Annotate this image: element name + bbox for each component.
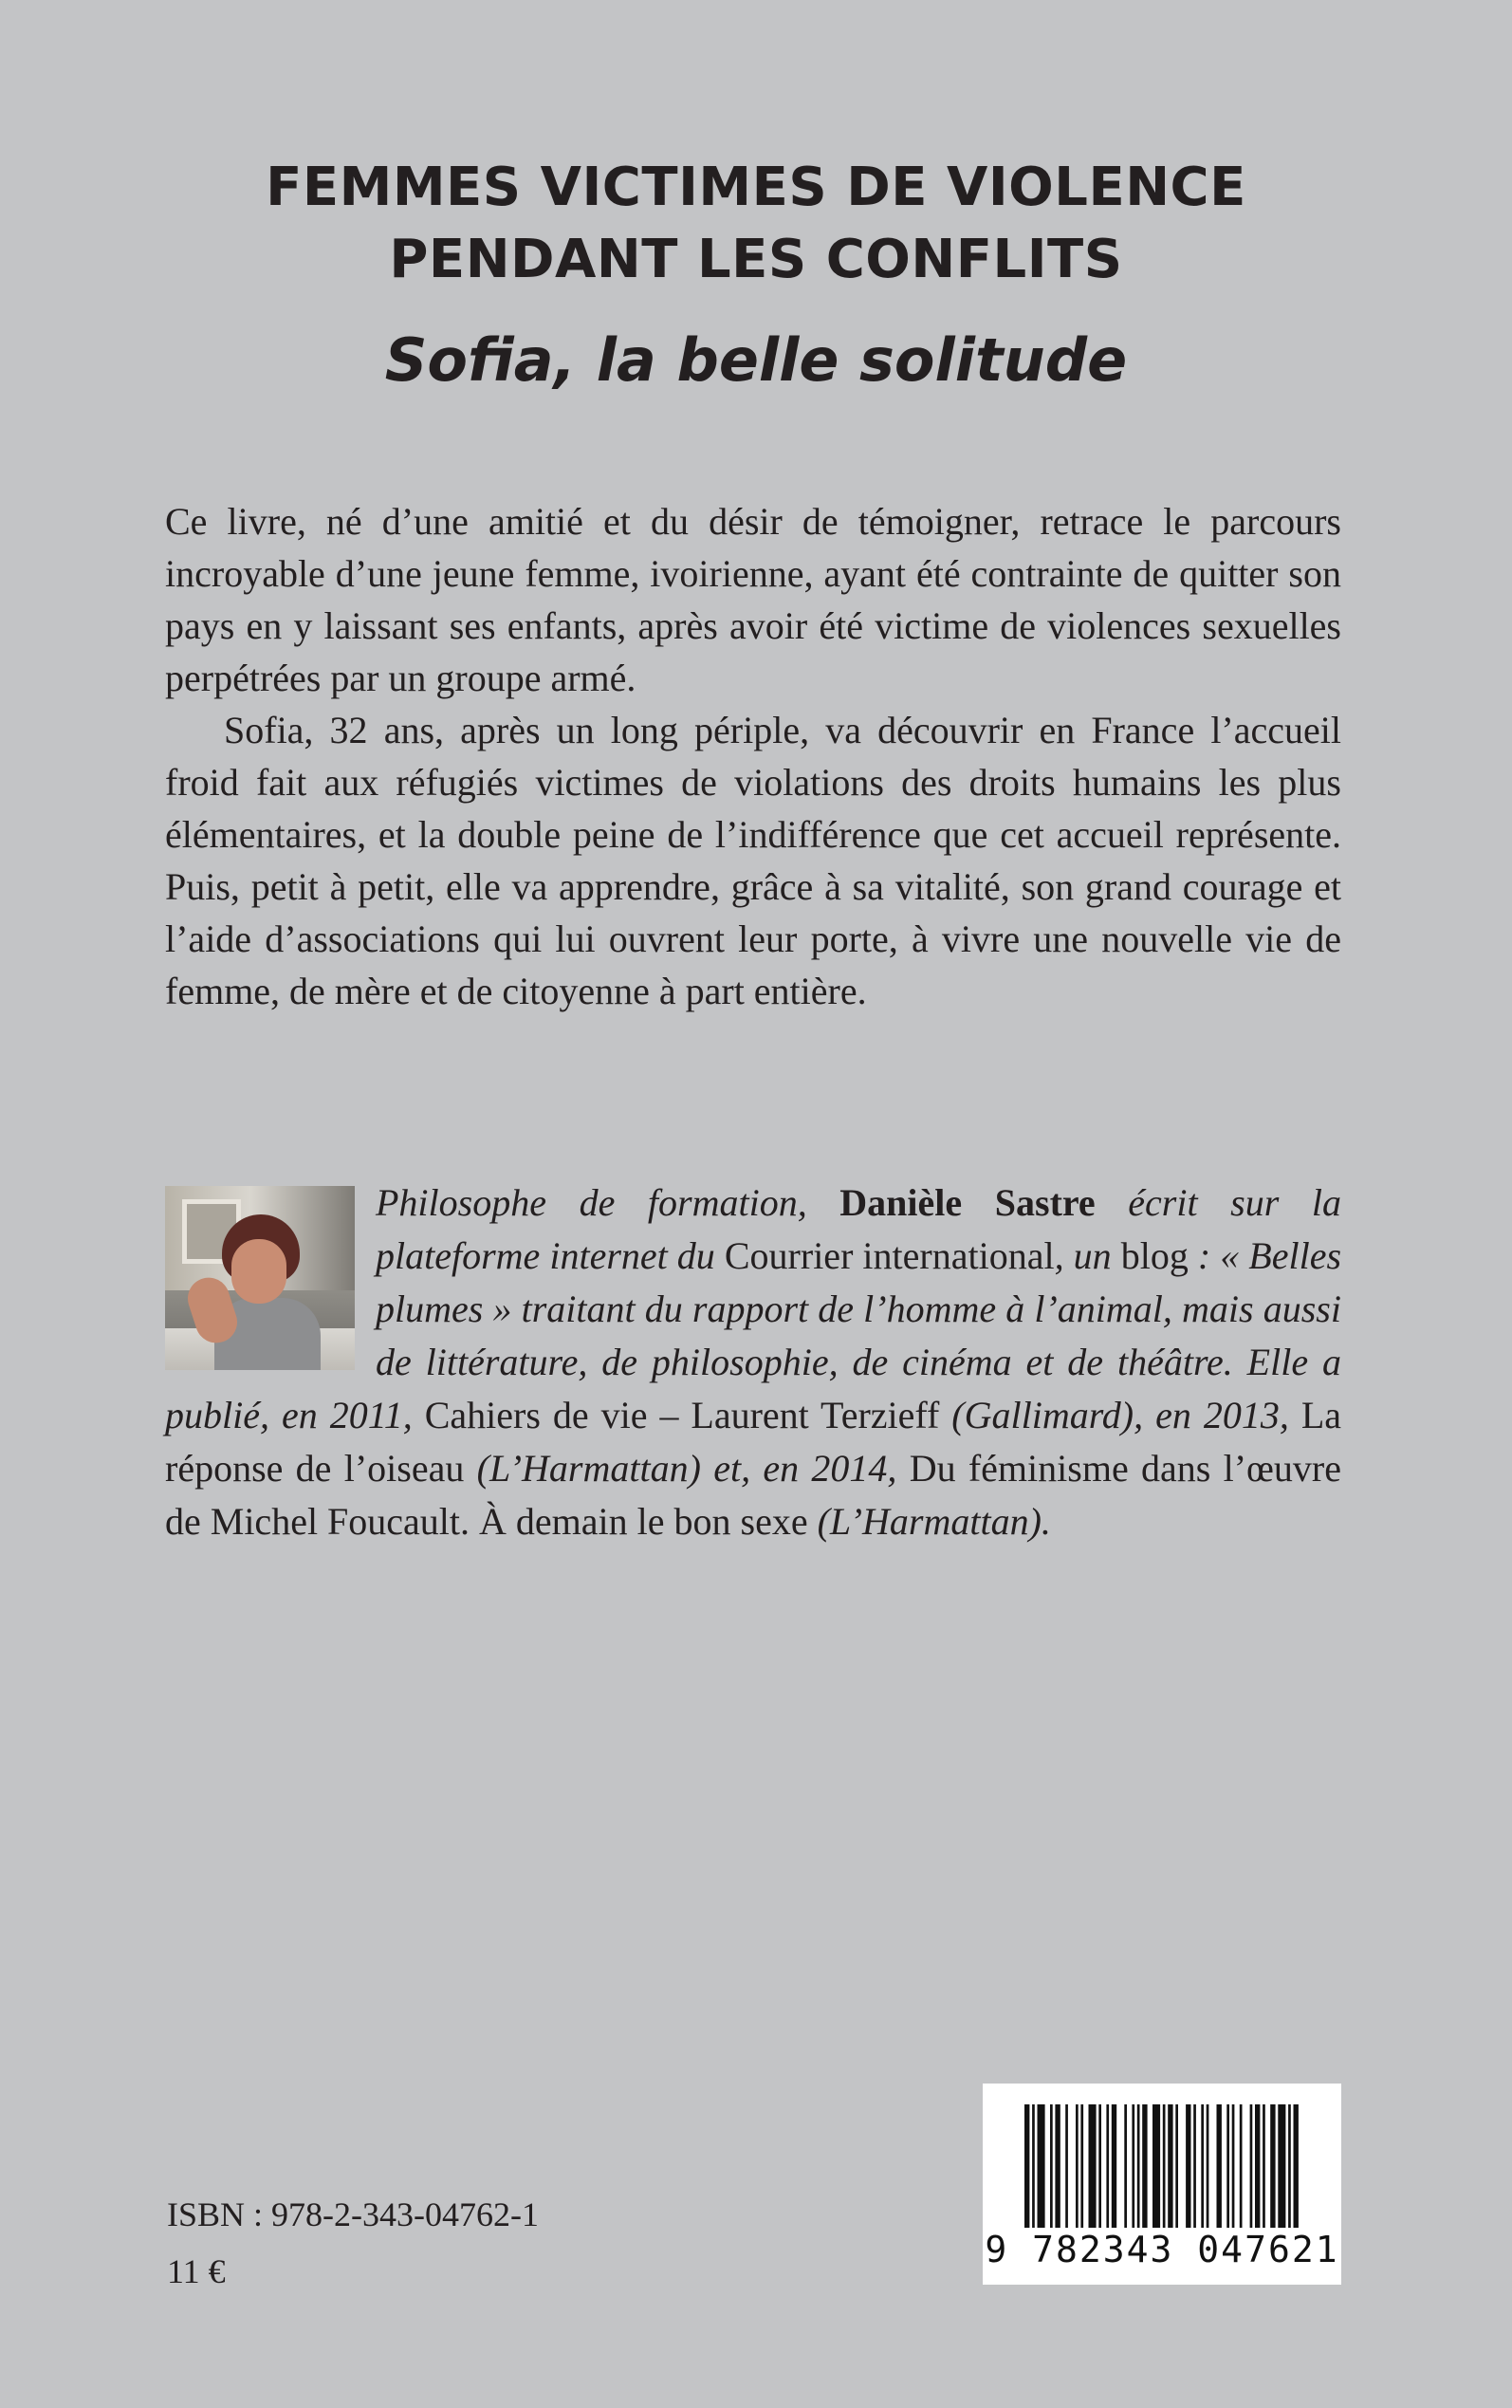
price: 11 €	[167, 2252, 226, 2290]
author-name: Danièle Sastre	[839, 1181, 1096, 1224]
bio-text-2: écrit sur la plateforme internet du	[376, 1181, 1341, 1277]
barcode-bar	[1024, 2104, 1029, 2228]
barcode-bar	[1263, 2104, 1265, 2228]
barcode-bar	[1038, 2104, 1045, 2228]
barcode-bar	[1142, 2104, 1147, 2228]
bio-text-4: , un	[1054, 1234, 1121, 1277]
barcode-bars	[1024, 2104, 1300, 2228]
bio-text-8: (Gallimard), en 2013,	[939, 1394, 1301, 1436]
barcode-bar	[1294, 2104, 1299, 2228]
bio-text-1: Philosophe de formation,	[376, 1181, 840, 1224]
barcode-bar	[1250, 2104, 1253, 2228]
barcode-bar	[1163, 2104, 1166, 2228]
bio-text-3: Courrier international	[724, 1234, 1055, 1277]
barcode-digits: 9 782343 047621	[985, 2229, 1339, 2270]
barcode-bar	[1232, 2104, 1235, 2228]
summary-paragraph-2: Sofia, 32 ans, après un long périple, va découvrir en France l’accueil froid fait aux réfugiés victimes de violations des droits humains les plus élémentaires, et la double peine de l’indifférence que cet accueil représente. Puis, petit à petit, elle va apprendre, grâce à sa vitalité, son grand courage et l’aide d’associations qui lui ouvrent leur porte, à vivre une nouvelle vie de femme, de mère et de citoyenne à part entière.	[165, 709, 1341, 1012]
bio-text-11: Du féminisme dans l’œuvre de Michel Foucault. À demain le bon sexe	[165, 1447, 1341, 1543]
barcode-bar	[1240, 2104, 1243, 2228]
bio-text-7: Cahiers de vie – Laurent Terzieff	[424, 1394, 940, 1436]
barcode-bar	[1132, 2104, 1134, 2228]
barcode-bar	[1055, 2104, 1060, 2228]
barcode-bar	[1098, 2104, 1101, 2228]
barcode-bar	[1152, 2104, 1160, 2228]
barcode-bar	[1089, 2104, 1097, 2228]
summary	[165, 495, 1341, 1017]
barcode-bar	[1226, 2104, 1229, 2228]
author-photo	[165, 1186, 355, 1370]
bio-text-12: (L’Harmattan).	[807, 1500, 1051, 1543]
isbn: ISBN : 978-2-343-04762-1	[167, 2195, 539, 2233]
barcode-bar	[1168, 2104, 1172, 2228]
barcode-bar	[1050, 2104, 1053, 2228]
barcode-bar	[1112, 2104, 1116, 2228]
barcode-bar	[1175, 2104, 1178, 2228]
barcode-bar	[1270, 2104, 1275, 2228]
barcode-bar	[1207, 2104, 1209, 2228]
author-bio	[165, 1176, 1341, 1548]
barcode-bar	[1137, 2104, 1140, 2228]
bio-text-9: La réponse de l’oiseau	[165, 1394, 1342, 1490]
barcode-bar	[1186, 2104, 1190, 2228]
barcode-bar	[1288, 2104, 1291, 2228]
barcode-bar	[1201, 2104, 1204, 2228]
barcode-bar	[1076, 2104, 1079, 2228]
barcode-bar	[1065, 2104, 1068, 2228]
barcode	[983, 2084, 1341, 2285]
barcode-bar	[1032, 2104, 1035, 2228]
title-line-2: PENDANT LES CONFLITS	[389, 229, 1123, 290]
bio-text-10: (L’Harmattan) et, en 2014,	[464, 1447, 910, 1490]
bio-text-6: : « Belles plumes » traitant du rapport de l’homme à l’animal, mais aussi de littérature, de philosophie, de cinéma et de théâtre. Elle a publié, en 2011,	[165, 1234, 1342, 1436]
barcode-bar	[1124, 2104, 1127, 2228]
barcode-bar	[1217, 2104, 1222, 2228]
barcode-bar	[1080, 2104, 1083, 2228]
barcode-bar	[1106, 2104, 1109, 2228]
summary-paragraph-1: Ce livre, né d’une amitié et du désir de témoigner, retrace le parcours incroyable d’une jeune femme, ivoirienne, ayant été contrainte de quitter son pays en y laissant ses enfants, après avoir été victime de violences sexuelles perpétrées par un groupe armé.	[165, 500, 1341, 699]
barcode-bar	[1278, 2104, 1285, 2228]
barcode-bar	[1193, 2104, 1196, 2228]
title-line-1: FEMMES VICTIMES DE VIOLENCE	[266, 157, 1246, 218]
barcode-bar	[1255, 2104, 1260, 2228]
subtitle: Sofia, la belle solitude	[384, 325, 1128, 395]
bio-text-5: blog	[1120, 1234, 1189, 1277]
